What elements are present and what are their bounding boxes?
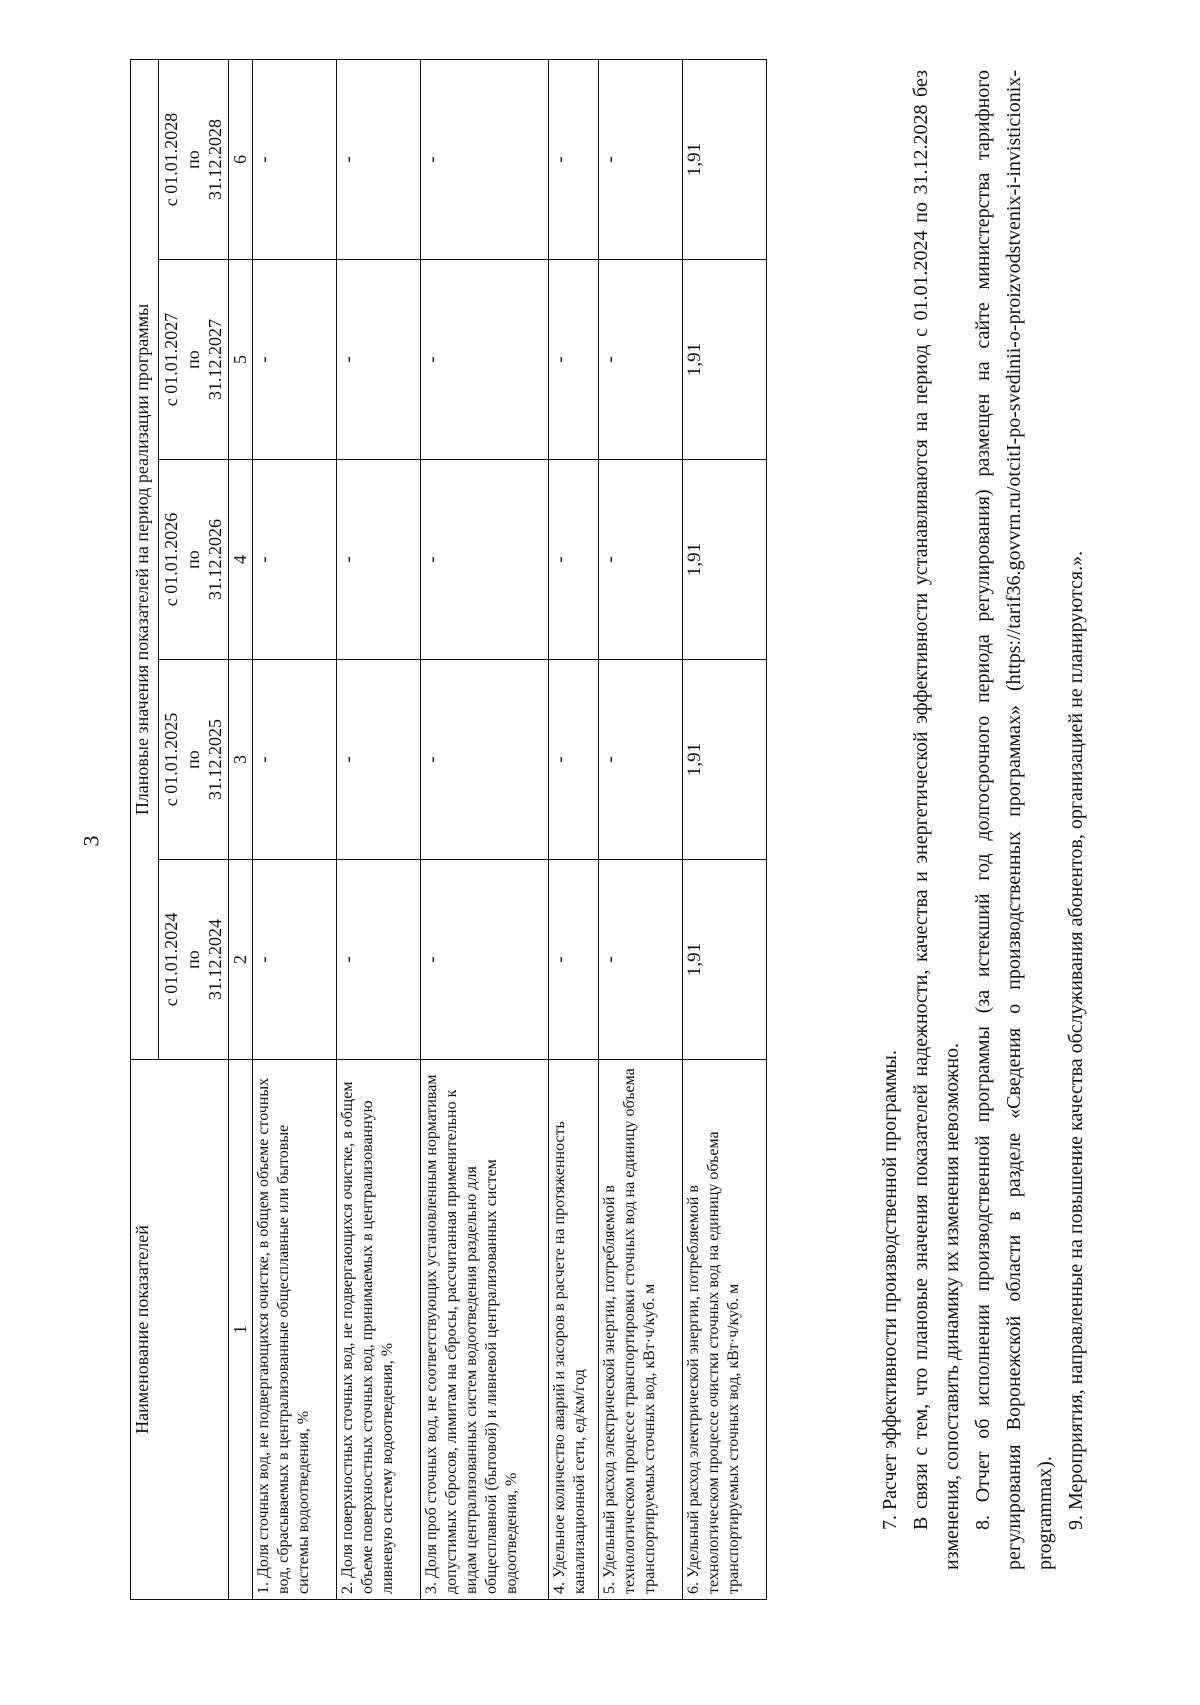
rotated-page-content	[130, 60, 1087, 1600]
indicator-value: -	[253, 860, 337, 1060]
indicator-name: 1. Доля сточных вод, не подвергающихся очистке, в общем объеме сточных вод, сбрасываемых в централизованные общесплавные или бытовые системы водоотведения, %	[253, 1060, 337, 1600]
indicator-value: 1,91	[683, 460, 767, 660]
indicator-value: -	[253, 260, 337, 460]
indicator-value: -	[599, 60, 683, 260]
indicator-value: -	[253, 460, 337, 660]
column-number: 4	[229, 460, 253, 660]
indicator-value: -	[599, 860, 683, 1060]
table-row	[421, 60, 549, 1600]
indicator-name: 5. Удельный расход электрической энергии, потребляемой в технологическом процессе транспортировки сточных вод на единицу объема транспортируемых сточных вод, кВт·ч/куб. м	[599, 1060, 683, 1600]
period-header-2024: с 01.01.2024 по 31.12.2024	[159, 860, 229, 1060]
period-header-2027: с 01.01.2027 по 31.12.2027	[159, 260, 229, 460]
indicator-value: -	[421, 460, 549, 660]
indicator-name: 6. Удельный расход электрической энергии, потребляемой в технологическом процессе очистки сточных вод на единицу объема транспортируемых сточных вод, кВт·ч/куб. м	[683, 1060, 767, 1600]
indicator-value: -	[421, 660, 549, 860]
indicator-value: -	[549, 60, 599, 260]
indicator-value: -	[337, 60, 421, 260]
indicator-value: -	[549, 860, 599, 1060]
section-7-heading: 7. Расчет эффективности производственной программы.	[879, 1050, 901, 1530]
indicator-value: -	[421, 260, 549, 460]
column-number: 6	[229, 60, 253, 260]
indicator-value: -	[337, 260, 421, 460]
period-header-2026: с 01.01.2026 по 31.12.2026	[159, 460, 229, 660]
indicators-table	[130, 59, 767, 1600]
column-number-row	[229, 60, 253, 1600]
table-row	[599, 60, 683, 1600]
indicator-value: -	[337, 660, 421, 860]
table-row	[549, 60, 599, 1600]
indicator-value: 1,91	[683, 860, 767, 1060]
table-row	[683, 60, 767, 1600]
notes-section	[875, 70, 1092, 1570]
indicator-value: -	[549, 260, 599, 460]
section-8-text: 8. Отчет об исполнении производственной программы (за истекший год долгосрочного периода регулирования) размещен на сайте министерства тарифного регулирования Воронежской области в разделе «Сведения о производственных программах» (https://tarif36.govvrn.ru/otcitI-po-svedinii-o-proizvodstvenix-i-invisticionix-programmax).	[972, 70, 1056, 1570]
indicator-value: 1,91	[683, 260, 767, 460]
indicator-value: -	[253, 60, 337, 260]
indicator-value: -	[599, 460, 683, 660]
period-header-2028: с 01.01.2028 по 31.12.2028	[159, 60, 229, 260]
table-row	[337, 60, 421, 1600]
period-header-2025: с 01.01.2025 по 31.12.2025	[159, 660, 229, 860]
indicator-value: -	[549, 660, 599, 860]
column-number: 3	[229, 660, 253, 860]
indicator-value: -	[253, 660, 337, 860]
header-name: Наименование показателей	[131, 1060, 229, 1600]
header-row-group	[131, 60, 159, 1600]
column-number: 1	[229, 1060, 253, 1600]
indicator-value: -	[421, 860, 549, 1060]
indicator-value: -	[337, 460, 421, 660]
indicator-value: -	[337, 860, 421, 1060]
page-number: 3	[78, 835, 104, 847]
section-9-text: 9. Мероприятия, направленные на повышение качества обслуживания абонентов, организацией не планируются.».	[1065, 550, 1087, 1530]
section-7-text: В связи с тем, что плановые значения показателей надежности, качества и энергетической эффективности устанавливаются на период с 01.01.2024 по 31.12.2028 без изменения, сопоставить динамику их изменения невозможно.	[910, 70, 963, 1570]
indicator-name: 2. Доля поверхностных сточных вод, не подвергающихся очистке, в общем объеме поверхностных сточных вод, принимаемых в централизованную ливневую систему водоотведения, %	[337, 1060, 421, 1600]
indicator-value: -	[599, 660, 683, 860]
indicator-value: -	[599, 260, 683, 460]
indicator-name: 3. Доля проб сточных вод, не соответствующих установленным нормативам допустимых сбросов, лимитам на сбросы, рассчитанная применительно к видам централизованных систем водоотведения раздельно для общесплавной (бытовой) и ливневой централизованных систем водоотведения, %	[421, 1060, 549, 1600]
table-row	[253, 60, 337, 1600]
header-group: Плановые значения показателей на период реализации программы	[131, 60, 159, 1060]
indicator-value: -	[549, 460, 599, 660]
indicator-value: -	[421, 60, 549, 260]
column-number: 5	[229, 260, 253, 460]
column-number: 2	[229, 860, 253, 1060]
indicator-value: 1,91	[683, 60, 767, 260]
indicator-name: 4. Удельное количество аварий и засоров в расчете на протяженность канализационной сети, ед/км/год	[549, 1060, 599, 1600]
indicator-value: 1,91	[683, 660, 767, 860]
